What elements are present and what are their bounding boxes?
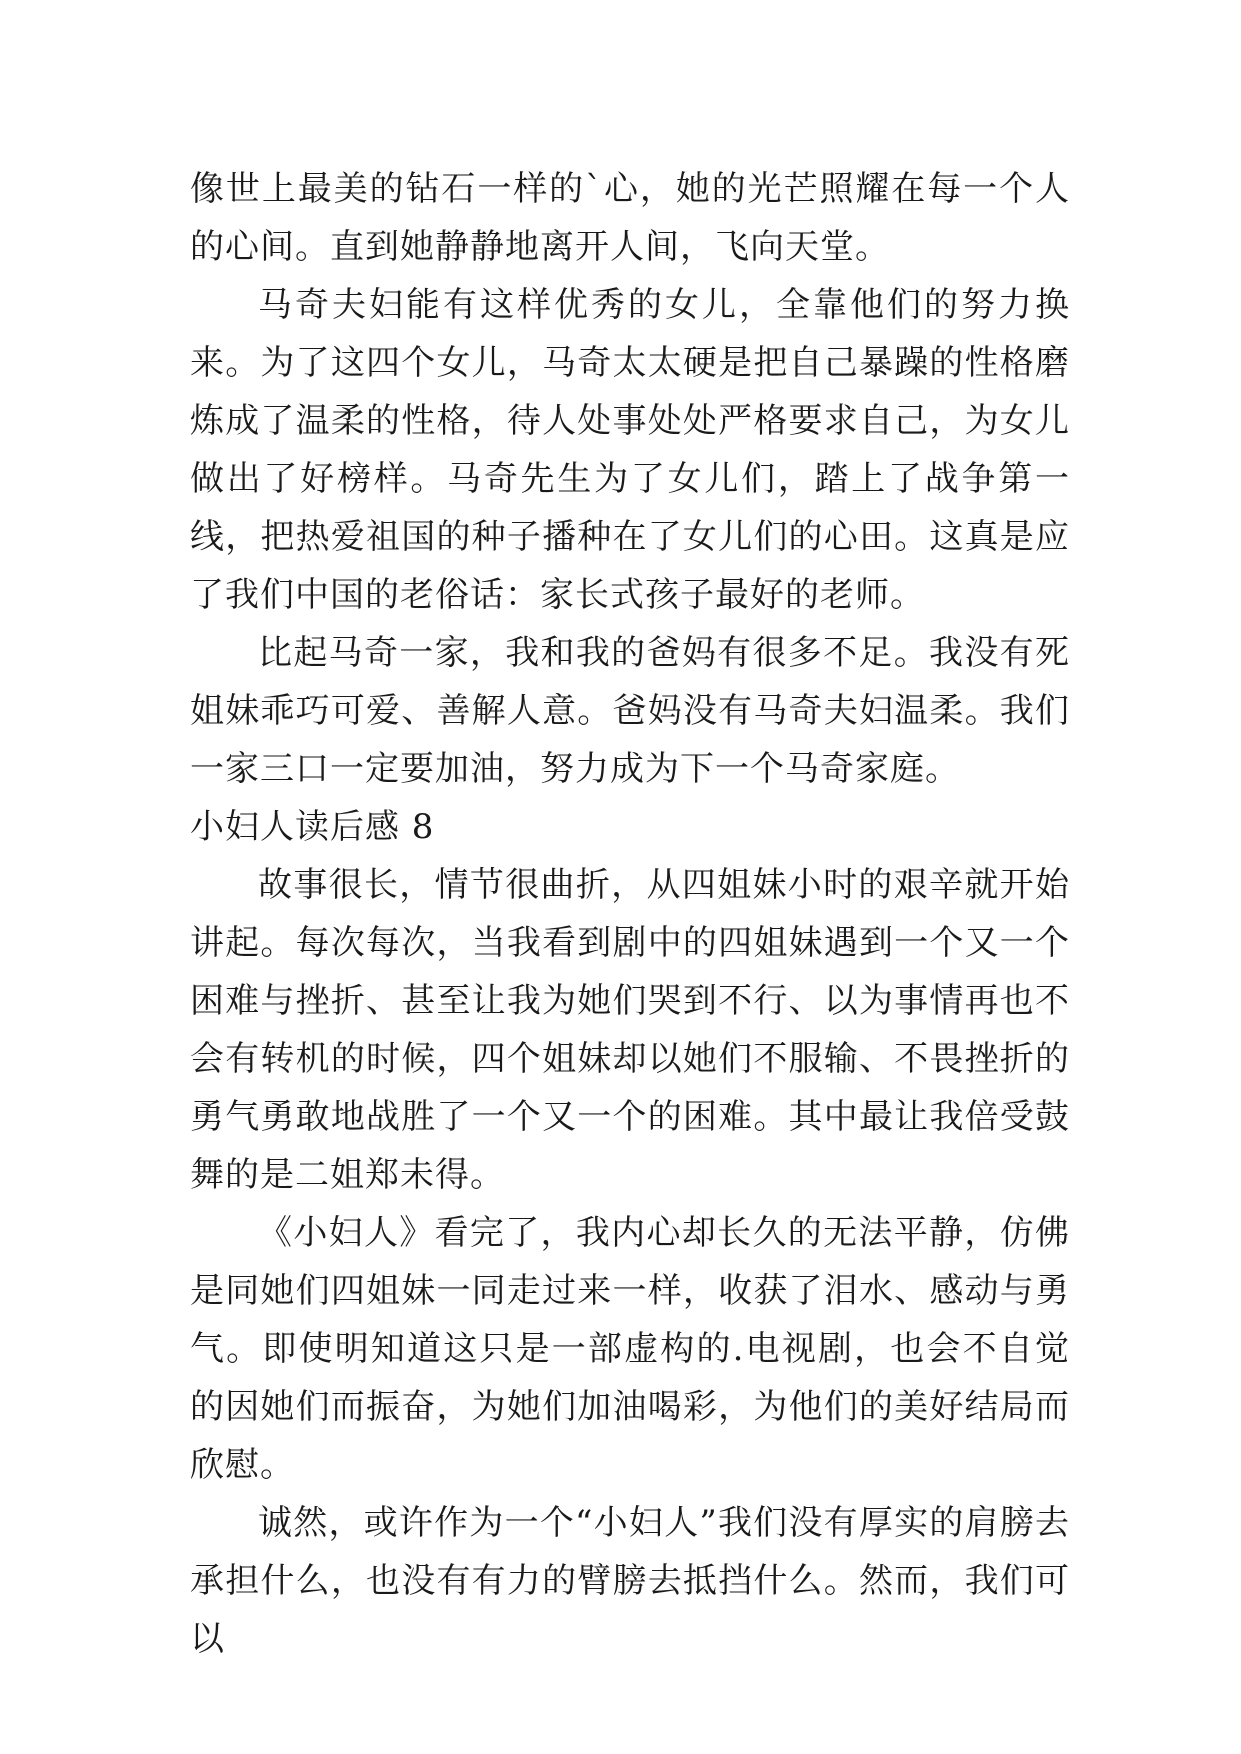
paragraph-comparison: 比起马奇一家，我和我的爸妈有很多不足。我没有死姐妹乖巧可爱、善解人意。爸妈没有马奇夫妇温柔。我们一家三口一定要加油，努力成为下一个马奇家庭。 — [190, 633, 1070, 789]
paragraph-conclusion: 诚然，或许作为一个“小妇人”我们没有厚实的肩膀去承担什么，也没有有力的臂膀去抵挡什么。然而，我们可以 — [190, 1503, 1070, 1659]
section-heading: 小妇人读后感 8 — [190, 807, 435, 847]
paragraph-story: 故事很长，情节很曲折，从四姐妹小时的艰辛就开始讲起。每次每次，当我看到剧中的四姐妹遇到一个又一个困难与挫折、甚至让我为她们哭到不行、以为事情再也不会有转机的时候，四个姐妹却以她们不服输、不畏挫折的勇气勇敢地战胜了一个又一个的困难。其中最让我倍受鼓舞的是二姐郑未得。 — [190, 865, 1070, 1195]
paragraph-parents: 马奇夫妇能有这样优秀的女儿，全靠他们的努力换来。为了这四个女儿，马奇太太硬是把自己暴躁的性格磨炼成了温柔的性格，待人处事处处严格要求自己，为女儿做出了好榜样。马奇先生为了女儿们，踏上了战争第一线，把热爱祖国的种子播种在了女儿们的心田。这真是应了我们中国的老俗话：家长式孩子最好的老师。 — [190, 285, 1070, 615]
paragraph-continuation: 像世上最美的钻石一样的`心，她的光芒照耀在每一个人的心间。直到她静静地离开人间，飞向天堂。 — [190, 169, 1070, 267]
document-body — [190, 160, 1070, 1668]
paragraph-reflection: 《小妇人》看完了，我内心却长久的无法平静，仿佛是同她们四姐妹一同走过来一样，收获了泪水、感动与勇气。即使明知道这只是一部虚构的.电视剧，也会不自觉的因她们而振奋，为她们加油喝彩，为他们的美好结局而欣慰。 — [190, 1213, 1070, 1485]
